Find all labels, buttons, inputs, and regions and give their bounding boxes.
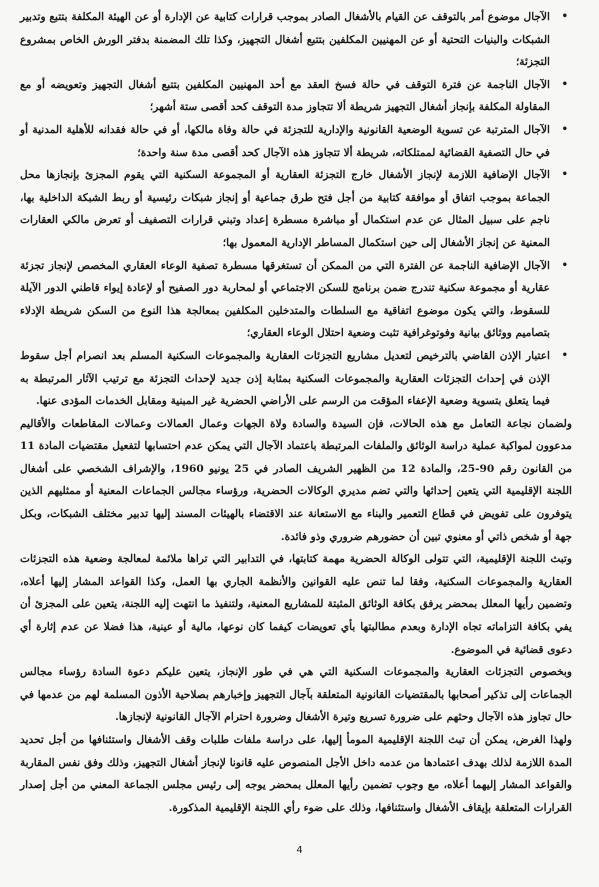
list-item: • الآجال الإضافية اللازمة لإنجاز الأشغال خارج التجزئة العقارية أو المجموعة السكنية التي يقوم المجزئ بإنجازها محل الجماعة بموجب اتفاق أو موافقة كتابية من أجل فتح طرق جماعية أو إنجاز شبكات رئيسية أو ربط الشبكة الداخلية بها، ناجم على سبيل المثال عن عدم استكمال أو مباشرة مسطرة إعداد وتبني قرارات التصفيف أو تعرض مالكي العقارات المعنية عن إنجاز الأشغال إلى حين استكمال المساطر الإدارية المعمول بها؛ (20, 164, 572, 254)
bullet-icon: • (561, 123, 568, 135)
list-item: • اعتبار الإذن القاضي بالترخيص لتعديل مشاريع التجزئات العقارية والمجموعات السكنية المسلم بعد انصرام أجل سقوط الإذن في إحداث التجزئات العقارية والمجموعات السكنية بمثابة إذن جديد لإحداث التجزئة مع ترتيب الآثار المرتبطة به فيما يتعلق بتسوية وضعية الإعفاء المؤقت من الرسم على الأراضي الحضرية غير المبنية ومقابل الخدمات المؤدى عنها. (20, 345, 572, 413)
conditions-list (20, 6, 572, 413)
bullet-icon: • (561, 11, 568, 22)
list-item: • الآجال المترتبة عن تسوية الوضعية القانونية والإدارية للتجزئة في حالة وفاة مالكها، أو في حالة فقدانه للأهلية المدنية أو في حال التصفية القضائية لممتلكاته، شريطة ألا تتجاوز هذه الآجال كحد أقصى مدة سنة واحدة؛ (20, 119, 572, 164)
section-heading: وبخصوص التجزئات العقارية والمجموعات السكنية التي هي في طور الإنجاز، (216, 666, 572, 679)
page-number: 4 (296, 845, 303, 856)
bullet-icon: • (561, 78, 568, 90)
bullet-icon: • (561, 259, 568, 271)
paragraph-suspension-requests: ولهذا الغرض، يمكن أن تبث اللجنة الإقليمية المومأ إليها، على دراسة ملفات طلبات وقف الأشغال واستئنافها من أجل تحديد المدة اللازمة لذلك بهدف اعتمادها من عدمه داخل الأجل المنصوص عليه قانونا لإنجاز أشغال التجهيز، وذلك وفق نفس المقاربة والقواعد المشار إليهما أعلاه، مع وجوب تضمين رأيها المعلل بمحضر يوجه إلى رئيس مجلس الجماعة المعني من أجل إصدار القرارات المتعلقة بإيقاف الأشغال واستئنافها، وذلك على ضوء رأي اللجنة الإقليمية المذكورة. (20, 734, 572, 814)
paragraph-text: يتعين عليكم دعوة السادة رؤساء مجالس الجماعات إلى تذكير أصحابها بالمقتضيات القانونية المتعلقة بآجال التجهيز وإخبارهم بصلاحية الأذون المسلمة لهم من عدمها في حال تجاوز هذه الآجال وحثهم على ضرورة تسريع وتيرة الأشغال وضرورة احترام الآجال القانونية لإنجازها. (20, 666, 572, 724)
list-item: • الآجال الناجمة عن فترة التوقف في حالة فسخ العقد مع أحد المهنيين المكلفين بتتبع أشغال التجهيز وتعويضه أو مع المقاولة المكلفة بإنجاز أشغال التجهيز شريطة ألا تتجاوز مدة التوقف كحد أقصى ستة أشهر؛ (20, 74, 572, 119)
paragraph-coordination: ولضمان نجاعة التعامل مع هذه الحالات، فإن السيدة والسادة ولاة الجهات وعمال العمالات وعمالات المقاطعات والأقاليم مدعوون لمواكبة عملية دراسة الوثائق والملفات المرتبطة باعتماد الآجال التي يمكن عدم احتسابها لتفعيل مقتضيات المادة 11 من القانون رقم 90-25، والمادة 12 من الظهير الشريف الصادر في 25 يونيو 1960، والإشراف الشخصي على أشغال اللجنة الإقليمية التي يتعين إحداثها والتي تضم مديري الوكالات الحضرية، ورؤساء مجالس الجماعات المعنية أو ممثليهم الذين يتوفرون على تفويض في قطاع التعمير والبناء مع الاستعانة عند الاقتضاء بالهيئات المسند إليها تدبير مختلف الشبكات، وبكل جهة أو شخص ذاتي أو معنوي تبين أن حضورهم ضروري وذو فائدة. (20, 417, 572, 543)
paragraph-ongoing-projects (20, 661, 572, 729)
paragraph-provincial-committee: وتبث اللجنة الإقليمية، التي تتولى الوكالة الحضرية مهمة كتابتها، في التدابير التي تراها ملائمة لمعالجة وضعية هذه التجزئات العقارية والمجموعات السكنية، وفقا لما تنص عليه القوانين والأنظمة الجاري بها العمل، وكذا القواعد المشار إليها أعلاه، وتضمين رأيها المعلل بمحضر يرفق بكافة الوثائق المثبتة للمشاريع المعنية، ولتنفيذ ما انتهت إليه اللجنة، يتعين على المجزئ أن يفي بكافة التزاماته تجاه الإدارة وبعدم مطالبتها بأي تعويضات كيفما كان نوعها، مالية أو عينية، هذا فضلا عن عدم إثارة أي دعوى قضائية في الموضوع. (20, 553, 572, 656)
bullet-icon: • (561, 169, 568, 181)
bullet-icon: • (561, 349, 568, 361)
list-item: • الآجال موضوع أمر بالتوقف عن القيام بالأشغال الصادر بموجب قرارات كتابية عن الإدارة أو عن الهيئة المكلفة بتتبع وتدبير الشبكات والبنيات التحتية أو عن المهنيين المكلفين بتتبع أشغال التجهيز، وكذا تلك المضمنة بدفتر الورش الخاص بمشروع التجزئة؛ (20, 6, 572, 74)
list-item: • الآجال الإضافية الناجمة عن الفترة التي من الممكن أن تستغرقها مسطرة تصفية الوعاء العقاري المخصص لإنجاز تجزئة عقارية أو مجموعة سكنية تندرج ضمن برنامج للسكن الاجتماعي أو لمحاربة دور الصفيح أو لإعادة إيواء قاطني الدور الآيلة للسقوط، والتي يكون موضوع اتفاقية مع السلطات والمتدخلين المكلفين بمعالجة هذا النوع من السكن شريطة الإدلاء بتصاميم ووثائق بيانية وفوتوغرافية تثبت وضعية احتلال الوعاء العقاري؛ (20, 255, 572, 345)
